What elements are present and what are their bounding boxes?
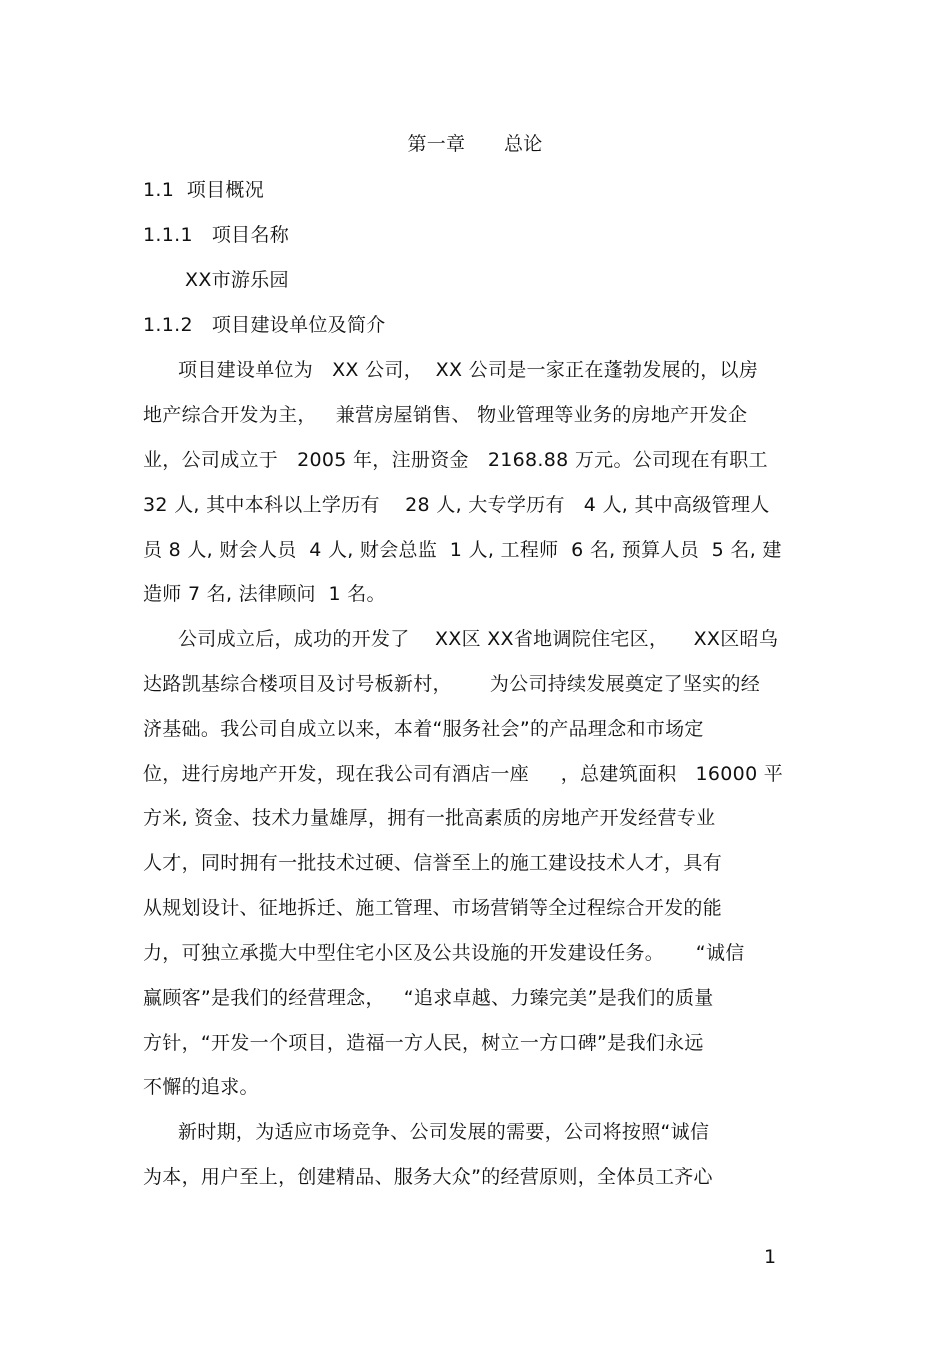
paragraph-line: 不懈的追求。 — [143, 1076, 259, 1098]
paragraph-line: 32 人, 其中本科以上学历有 28 人, 大专学历有 4 人, 其中高级管理人 — [143, 494, 770, 516]
paragraph-line: 公司成立后，成功的开发了 XX区 XX省地调院住宅区， XX区昭乌 — [178, 628, 779, 650]
paragraph-line: 员 8 人, 财会人员 4 人, 财会总监 1 人, 工程师 6 名, 预算人员 5 名, 建 — [143, 539, 782, 561]
section-heading-1-1: 1.1 项目概况 — [143, 179, 264, 201]
paragraph-line: 达路凯基综合楼项目及讨号板新村， 为公司持续发展奠定了坚实的经 — [143, 673, 761, 695]
paragraph-line: 为本，用户至上，创建精品、服务大众”的经营原则，全体员工齐心 — [143, 1166, 713, 1188]
paragraph-line: 业，公司成立于 2005 年，注册资金 2168.88 万元。公司现在有职工 — [143, 449, 768, 471]
paragraph-line: 位，进行房地产开发，现在我公司有酒店一座 ，总建筑面积 16000 平 — [143, 763, 784, 785]
paragraph-line: 项目建设单位为 XX 公司， XX 公司是一家正在蓬勃发展的，以房 — [178, 359, 759, 381]
paragraph-line: 方针，“开发一个项目，造福一方人民，树立一方口碑”是我们永远 — [143, 1032, 704, 1054]
paragraph-line: 人才，同时拥有一批技术过硬、信誉至上的施工建设技术人才，具有 — [143, 852, 723, 874]
paragraph-line: 新时期，为适应市场竞争、公司发展的需要，公司将按照“诚信 — [178, 1121, 710, 1143]
project-name: XX市游乐园 — [185, 269, 289, 291]
paragraph-line: 造师 7 名, 法律顾问 1 名。 — [143, 583, 386, 605]
paragraph-line: 力，可独立承揽大中型住宅小区及公共设施的开发建设任务。 “诚信 — [143, 942, 745, 964]
paragraph-line: 地产综合开发为主， 兼营房屋销售、 物业管理等业务的房地产开发企 — [143, 404, 748, 426]
paragraph-line: 从规划设计、征地拆迁、施工管理、市场营销等全过程综合开发的能 — [143, 897, 723, 919]
chapter-title: 第一章 总论 — [407, 133, 543, 155]
section-heading-1-1-1: 1.1.1 项目名称 — [143, 224, 290, 246]
paragraph-line: 方米, 资金、技术力量雄厚，拥有一批高素质的房地产开发经营专业 — [143, 807, 716, 829]
section-heading-1-1-2: 1.1.2 项目建设单位及简介 — [143, 314, 386, 336]
page-number: 1 — [764, 1246, 777, 1268]
paragraph-line: 济基础。我公司自成立以来，本着“服务社会”的产品理念和市场定 — [143, 718, 704, 740]
paragraph-line: 赢顾客”是我们的经营理念， “追求卓越、力臻完美”是我们的质量 — [143, 987, 714, 1009]
